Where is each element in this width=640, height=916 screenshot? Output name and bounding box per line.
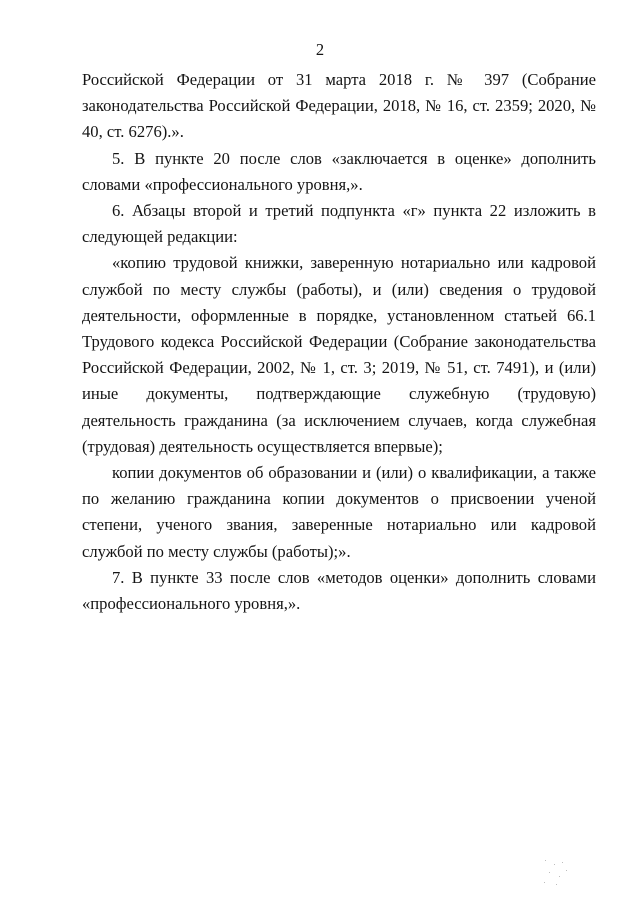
page-number: 2: [315, 40, 325, 59]
paragraph-item-5: 5. В пункте 20 после слов «заключается в оценке» дополнить словами «профессионального уровня,».: [82, 148, 596, 194]
paragraph-item-7: 7. В пункте 33 после слов «методов оценки» дополнить словами «профессионального уровня,».: [82, 567, 596, 614]
paragraph-item-6: 6. Абзацы второй и третий подпункта «г» пункта 22 изложить в следующей редакции:: [82, 201, 596, 247]
document-body: [82, 67, 596, 617]
paragraph-quote-education-docs: копии документов об образовании и (или) о квалификации, а также по желанию гражданина копии документов о присвоении ученой степени, ученого звания, заверенные нотариально или кадровой службой по месту службы (работы);».: [82, 463, 596, 561]
paragraph-quote-work-book: «копию трудовой книжки, заверенную нотариально или кадровой службой по месту службы (работы), и (или) сведения о трудовой деятельности, оформленные в порядке, установленном статьей 66.1 Трудового кодекса Российской Федерации (Собрание законодательства Российской Федерации, 2002, № 1, ст. 3; 2019, № 51, ст. 7491), и (или) иные документы, подтверждающие служебную (трудовую) деятельность гражданина (за исключением случаев, когда служебная (трудовая) деятельность осуществляется впервые);: [82, 253, 596, 456]
scan-artifact-dots: [542, 858, 572, 888]
paragraph-continuation: Российской Федерации от 31 марта 2018 г. № 397 (Собрание законодательства Российской Федерации, 2018, № 16, ст. 2359; 2020, № 40, ст. 6276).».: [82, 70, 596, 142]
